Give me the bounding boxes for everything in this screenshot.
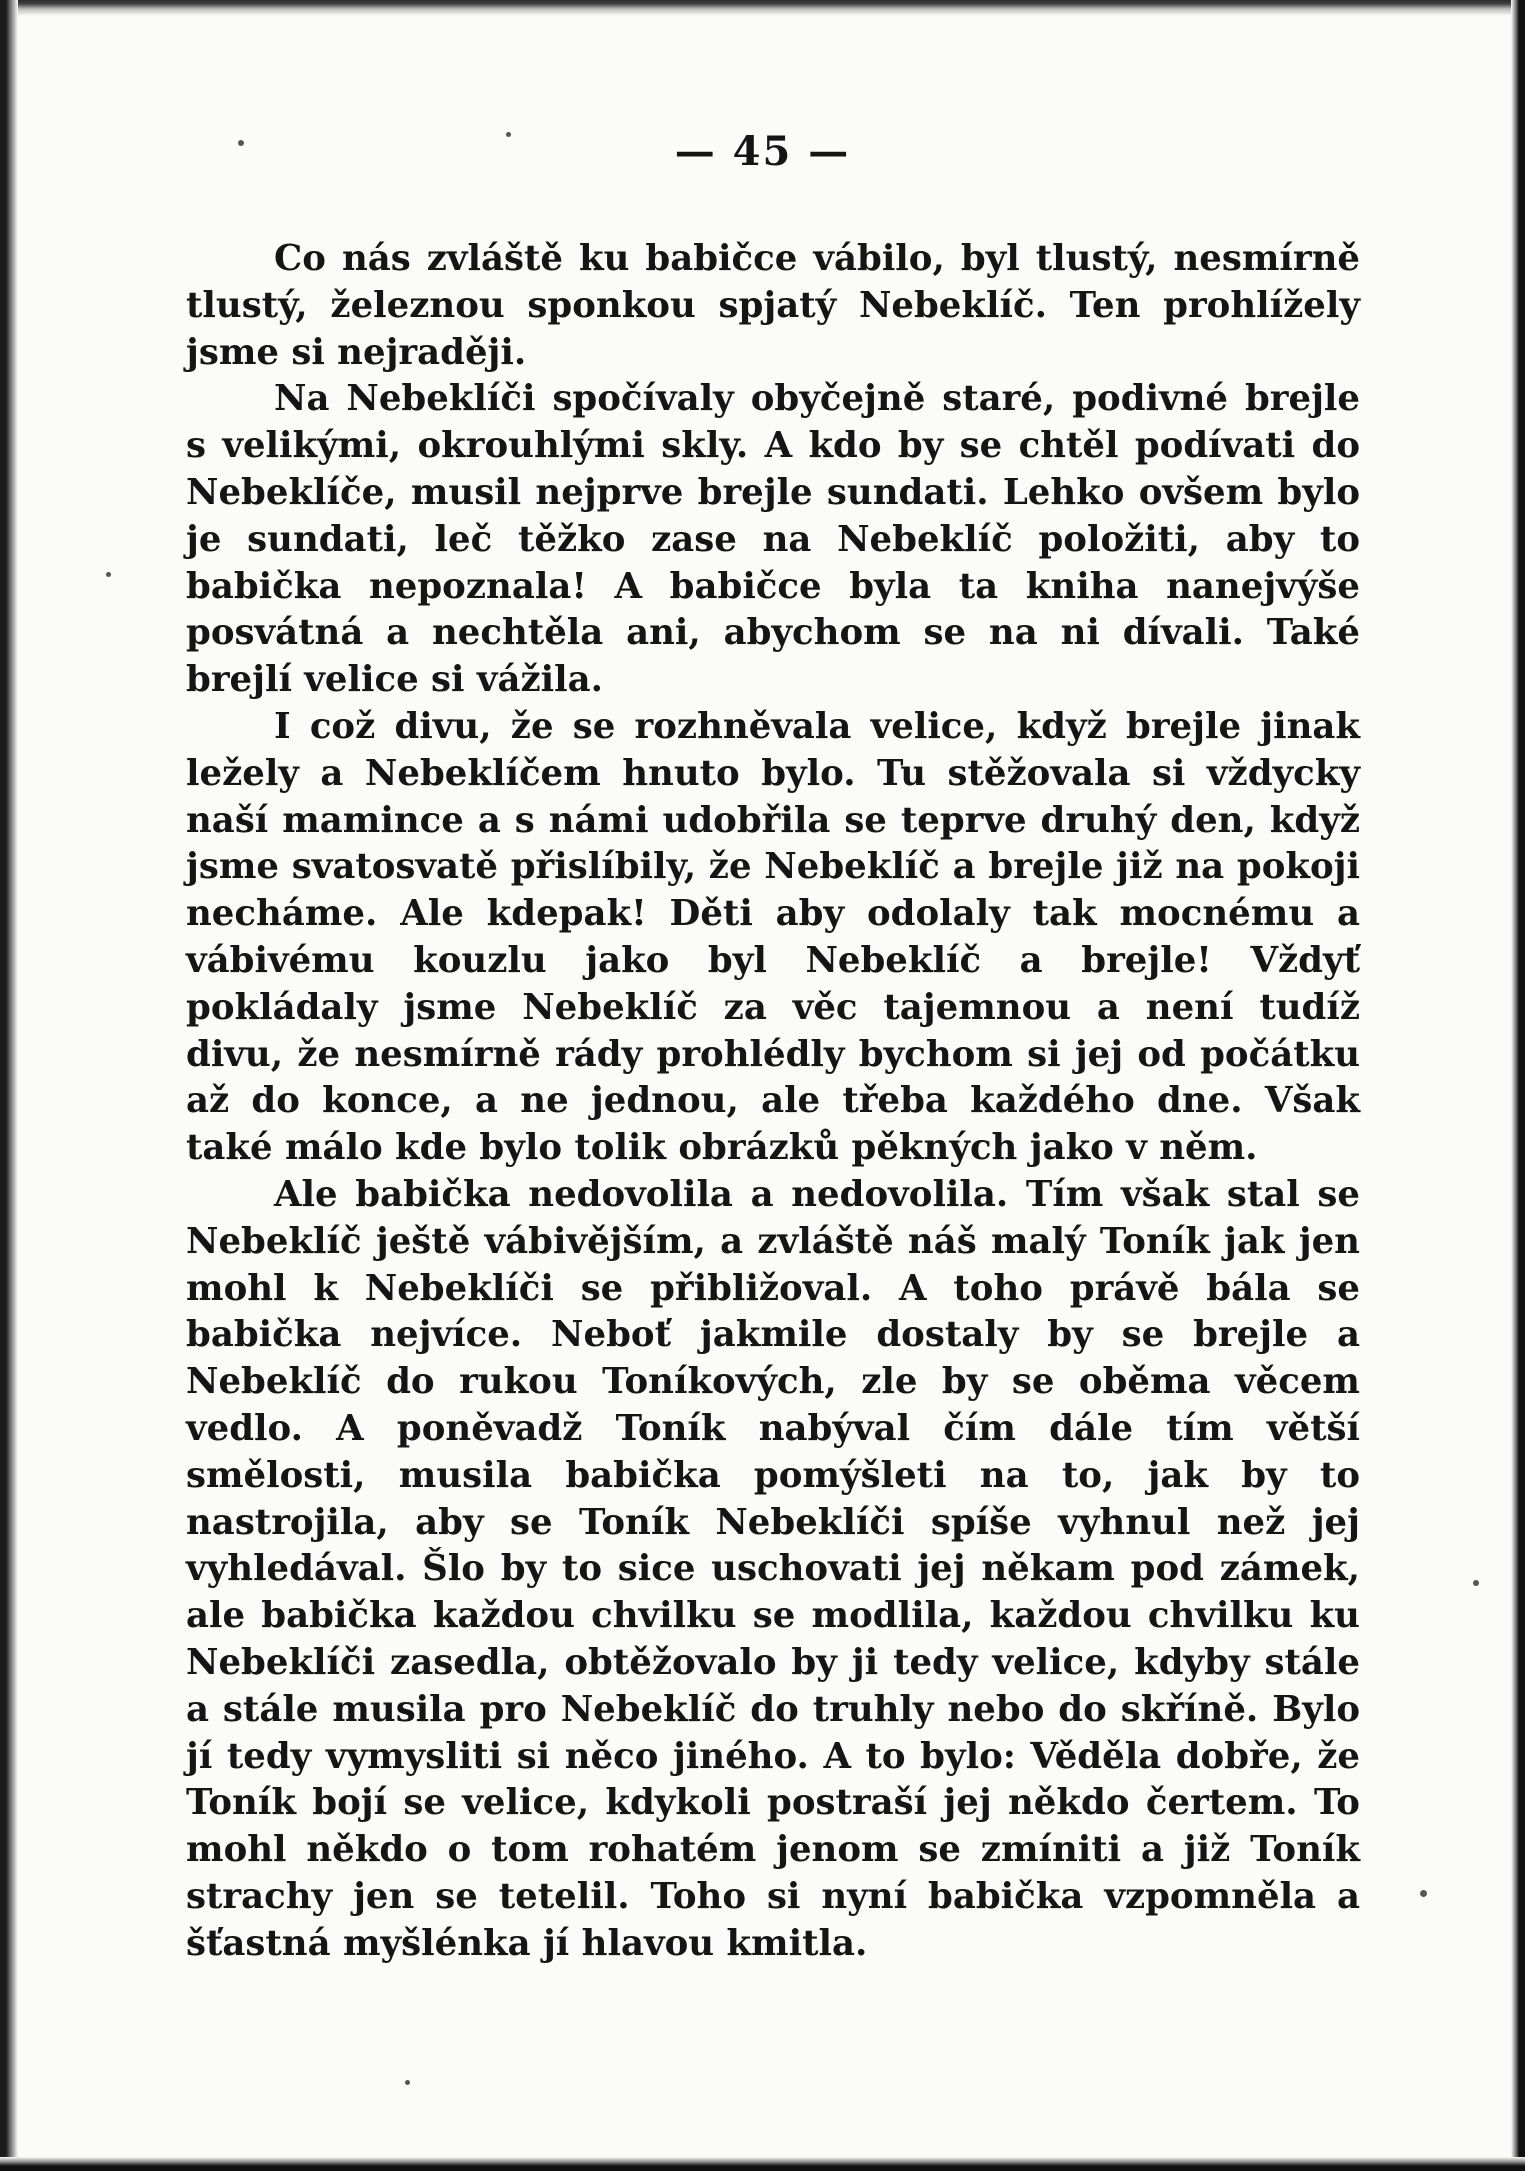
scan-speck (106, 572, 111, 577)
scan-edge-right (1511, 0, 1525, 2171)
scan-edge-left (0, 0, 18, 2171)
scan-edge-bottom (0, 2157, 1525, 2171)
scan-speck (405, 2080, 410, 2085)
paragraph: Co nás zvláště ku babičce vábilo, byl tlustý, nesmírně tlustý, železnou sponkou spjatý Nebeklíč. Ten prohlížely jsme si nejraději. (186, 238, 1360, 373)
scan-edge-top (0, 0, 1525, 16)
body-text (186, 236, 1360, 1967)
paragraph: I což divu, že se rozhněvala velice, když brejle jinak ležely a Nebeklíčem hnuto bylo. Tu stěžovala si vždycky naší mamince a s námi udobřila se teprve druhý den, když jsme svatosvatě přislíbily, že Nebeklíč a brejle již na pokoji necháme. Ale kdepak! Děti aby odolaly tak mocnému a vábivému kouzlu jako byl Nebeklíč a brejle! Vždyť pokládaly jsme Nebeklíč za věc tajemnou a není tudíž divu, že nesmírně rády prohlédly bychom si jej od počátku až do konce, a ne jednou, ale třeba každého dne. Však také málo kde bylo tolik obrázků pěkných jako v něm. (186, 705, 1360, 1169)
scan-speck (1420, 1890, 1427, 1897)
page-number: — 45 — (674, 128, 851, 175)
scan-speck (1473, 1580, 1479, 1586)
paragraph: Ale babička nedovolila a nedovolila. Tím však stal se Nebeklíč ještě vábivějším, a zvláště náš malý Toník jak jen mohl k Nebeklíči se přibližoval. A toho právě bála se babička nejvíce. Neboť jakmile dostaly by se brejle a Nebeklíč do rukou Toníkových, zle by se oběma věcem vedlo. A poněvadž Toník nabýval čím dále tím větší smělosti, musila babička pomýšleti na to, jak by to nastrojila, aby se Toník Nebeklíči spíše vyhnul než jej vyhledával. Šlo by to sice uschovati jej někam pod zámek, ale babička každou chvilku se modlila, každou chvilku ku Nebeklíči zasedla, obtěžovalo by ji tedy velice, kdyby stále a stále musila pro Nebeklíč do truhly nebo do skříně. Bylo jí tedy vymysliti si něco jiného. A to bylo: Věděla dobře, že Toník bojí se velice, kdykoli postraší jej někdo čertem. To mohl někdo o tom rohatém jenom se zmíniti a již Toník strachy jen se tetelil. Toho si nyní babička vzpomněla a šťastná myšlénka jí hlavou kmitla. (186, 1173, 1360, 1964)
paragraph: Na Nebeklíči spočívaly obyčejně staré, podivné brejle s velikými, okrouhlými skly. A kdo by se chtěl podívati do Nebeklíče, musil nejprve brejle sundati. Lehko ovšem bylo je sundati, leč těžko zase na Nebeklíč položiti, aby to babička nepoznala! A babičce byla ta kniha nanejvýše posvátná a nechtěla ani, abychom se na ni dívali. Také brejlí velice si vážila. (186, 378, 1360, 701)
